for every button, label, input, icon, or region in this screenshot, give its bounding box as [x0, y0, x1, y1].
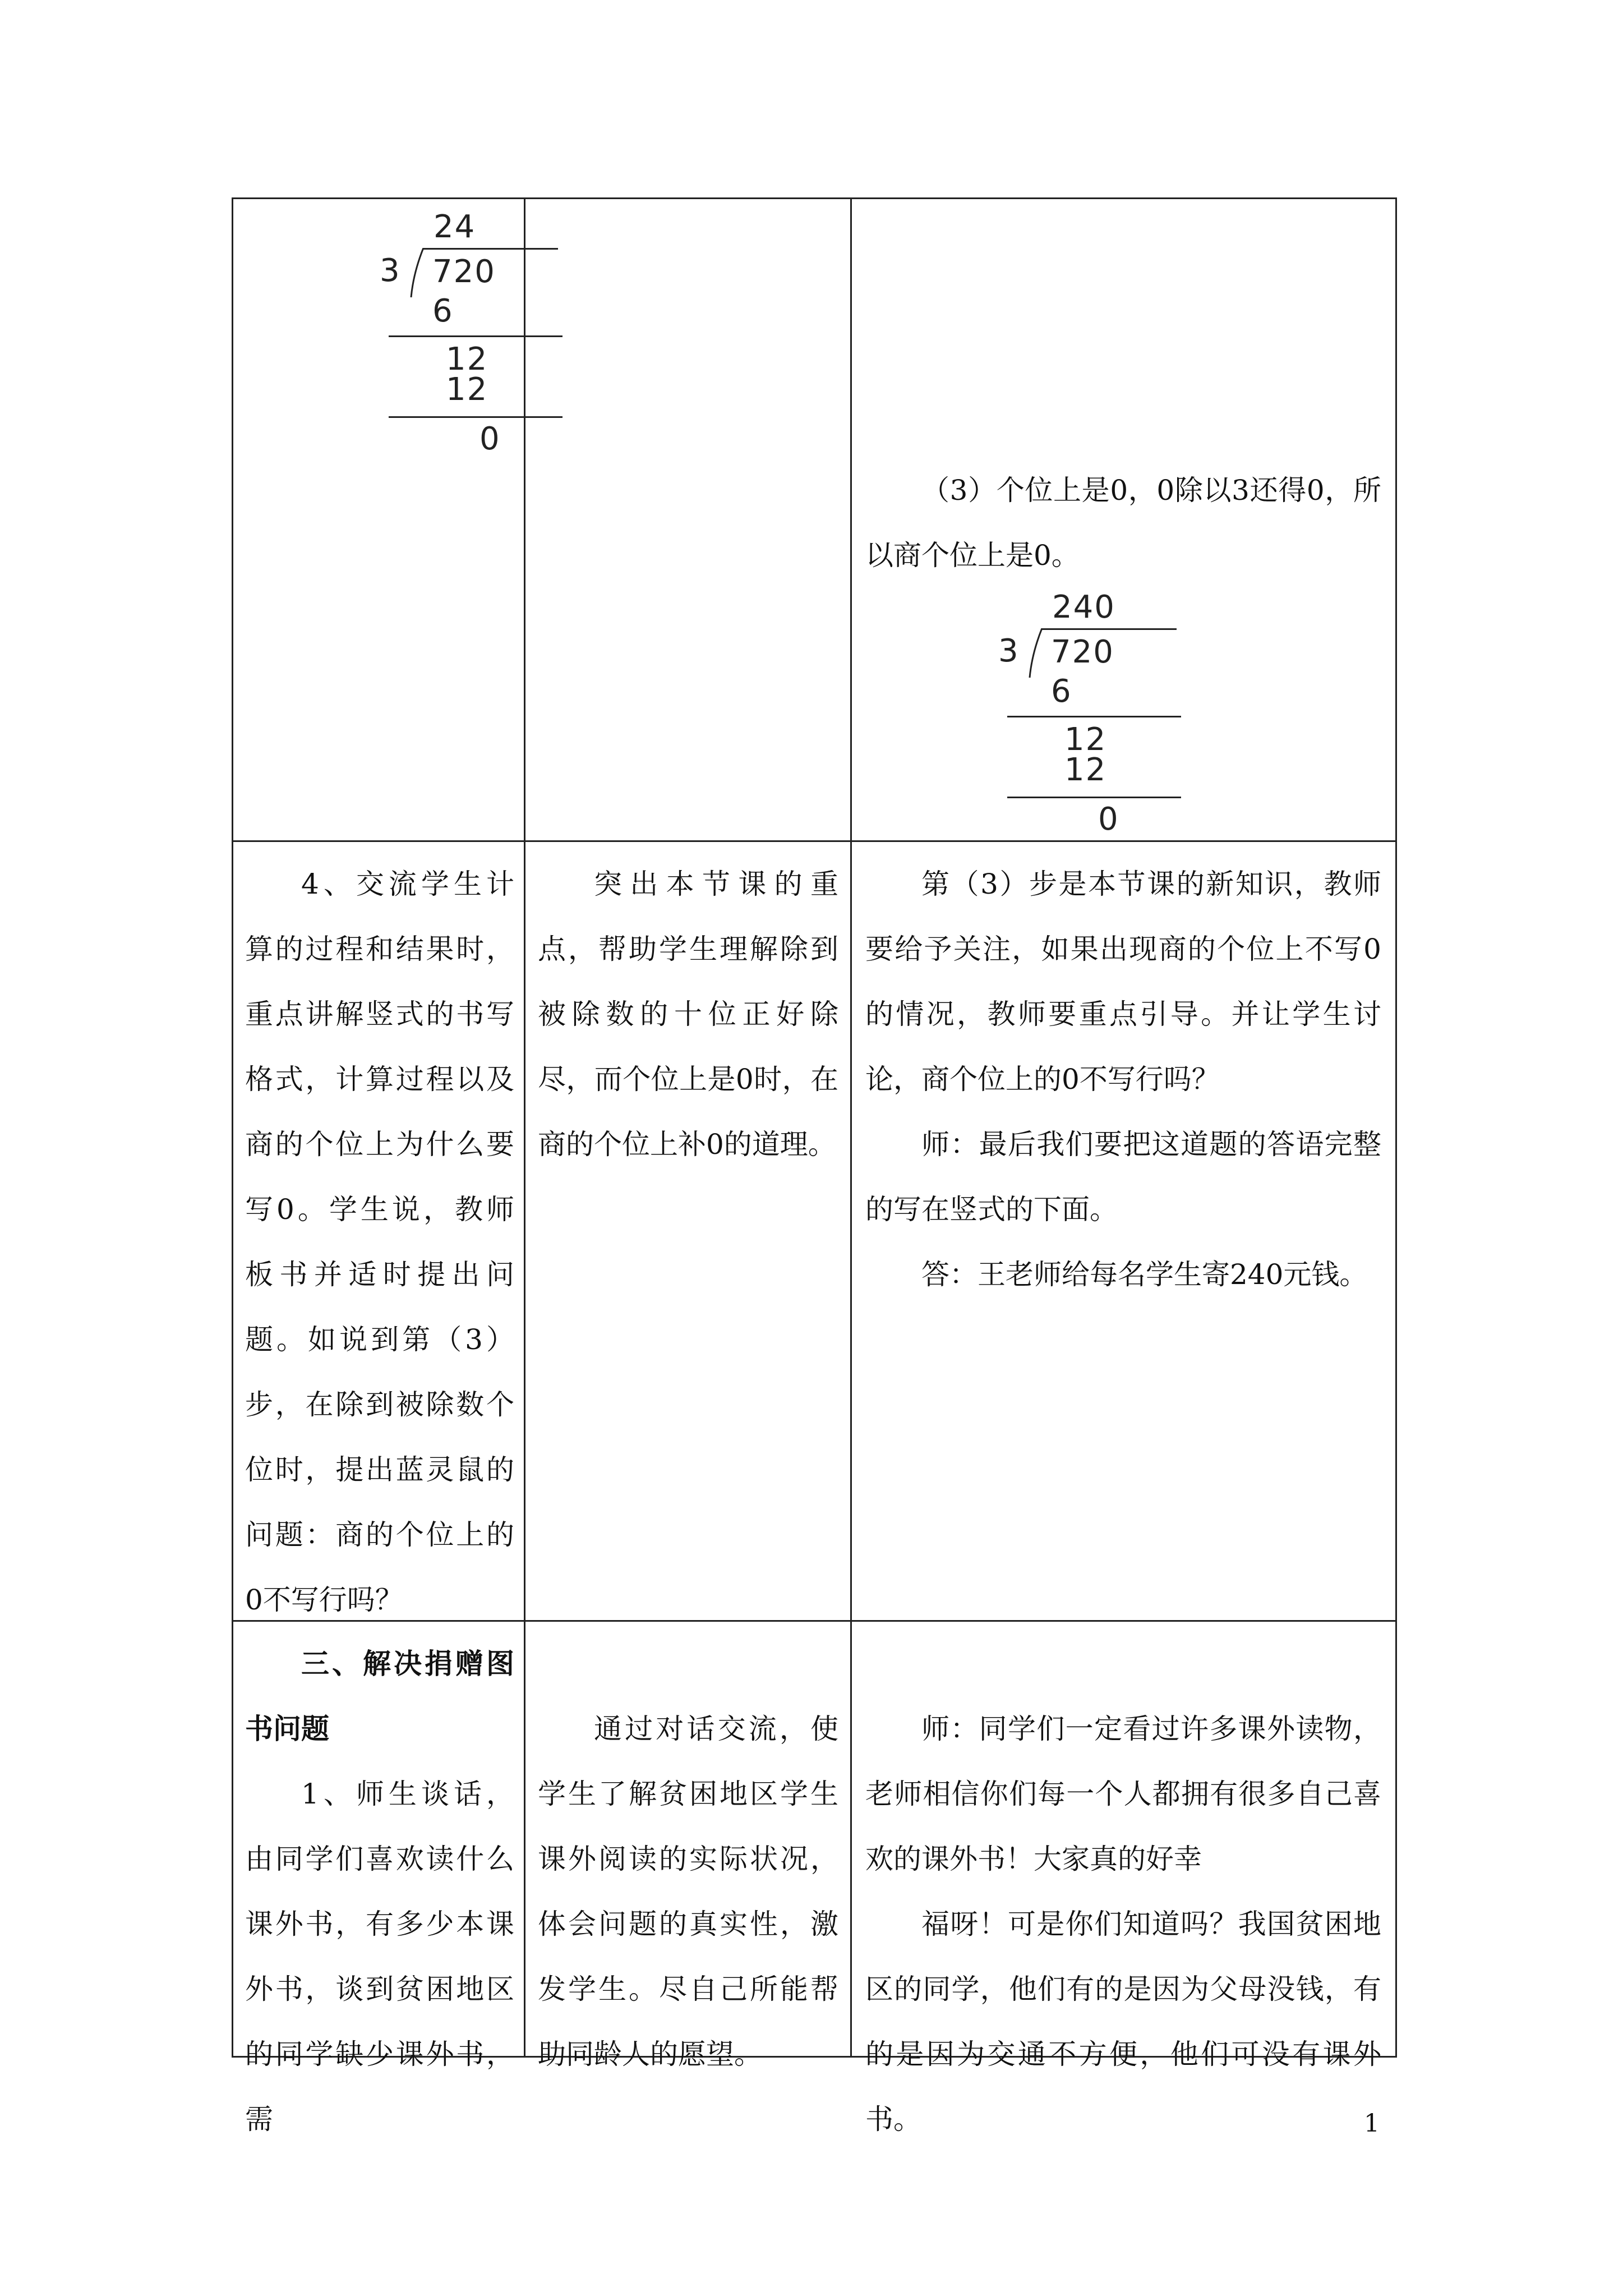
- section-heading: 三、解决捐赠图书问题: [245, 1647, 514, 1745]
- cell-r1c3-text: [865, 458, 1381, 588]
- partial-product: 6: [1051, 673, 1072, 710]
- partial-product: 6: [432, 293, 454, 329]
- divisor: 3: [380, 252, 401, 289]
- purpose-paragraph: 突出本节课的重点，帮助学生理解除到被除数的十位正好除尽，而个位上是0时，在商的个位上补0的道理。: [538, 868, 838, 1161]
- table-border-right: [1395, 197, 1397, 2058]
- remainder: 0: [1098, 801, 1119, 838]
- activity-paragraph: 1、师生谈话，由同学们喜欢读什么课外书，有多少本课外书，谈到贫困地区的同学缺少课外书，需: [245, 1778, 514, 2136]
- cell-r2c1: [245, 852, 514, 1632]
- partial-product: 12: [1064, 752, 1107, 788]
- division-bracket-icon: [410, 248, 427, 298]
- page-number: 1: [1364, 2109, 1380, 2138]
- partial-remainder: 12: [1064, 721, 1107, 758]
- quotient: 240: [1052, 589, 1115, 625]
- long-division-b: [979, 589, 1181, 838]
- teacher-paragraph: 师：最后我们要把这道题的答语完整的写在竖式的下面。: [865, 1128, 1381, 1226]
- cell-r3c2: [538, 1696, 838, 2087]
- column-divider-1: [524, 197, 525, 2058]
- subtraction-line: [1007, 716, 1181, 717]
- division-bracket-icon: [1029, 628, 1045, 679]
- purpose-paragraph: 通过对话交流，使学生了解贫困地区学生课外阅读的实际状况，体会问题的真实性，激发学生。尽自己所能帮助同龄人的愿望。: [538, 1713, 838, 2070]
- remainder: 0: [479, 421, 501, 457]
- row-divider-1: [232, 840, 1397, 842]
- cell-r2c3: [865, 852, 1381, 1307]
- division-bar: [423, 248, 558, 250]
- answer-paragraph: 答：王老师给每名学生寄240元钱。: [921, 1258, 1368, 1291]
- quotient: 24: [434, 209, 476, 245]
- dividend: 720: [1051, 634, 1114, 670]
- partial-remainder: 12: [446, 341, 488, 378]
- cell-r3c1: [245, 1631, 514, 2152]
- subtraction-line: [389, 416, 562, 418]
- step3-paragraph: （3）个位上是0，0除以3还得0，所以商个位上是0。: [865, 474, 1381, 572]
- partial-product: 12: [446, 371, 488, 408]
- teacher-paragraph: 师：同学们一定看过许多课外读物，老师相信你们每一个人都拥有很多自己喜欢的课外书！大家真的好幸: [865, 1713, 1381, 1875]
- division-bar: [1042, 628, 1177, 630]
- cell-r2c2: [538, 852, 838, 1177]
- column-divider-2: [850, 197, 852, 2058]
- table-border-left: [232, 197, 233, 2058]
- activity-paragraph: 4、交流学生计算的过程和结果时，重点讲解竖式的书写格式，计算过程以及商的个位上为什么要写0。学生说，教师板书并适时提出问题。如说到第（3）步，在除到被除数个位时，提出蓝灵鼠的问题：商的个位上的0不写行吗？: [245, 868, 514, 1616]
- subtraction-line: [389, 335, 562, 337]
- divisor: 3: [998, 633, 1020, 669]
- lesson-plan-table: [232, 197, 1397, 2136]
- long-division-a: [361, 209, 562, 457]
- dividend: 720: [432, 254, 496, 290]
- teacher-paragraph-continued: 福呀！可是你们知道吗？我国贫困地区的同学，他们有的是因为父母没钱，有的是因为交通不方便，他们可没有课外书。: [865, 1908, 1381, 2136]
- subtraction-line: [1007, 797, 1181, 798]
- table-border-top: [232, 197, 1397, 199]
- guidance-paragraph: 第（3）步是本节课的新知识，教师要给予关注，如果出现商的个位上不写0的情况，教师要重点引导。并让学生讨论，商个位上的0不写行吗？: [865, 868, 1381, 1096]
- cell-r3c3: [865, 1696, 1381, 2152]
